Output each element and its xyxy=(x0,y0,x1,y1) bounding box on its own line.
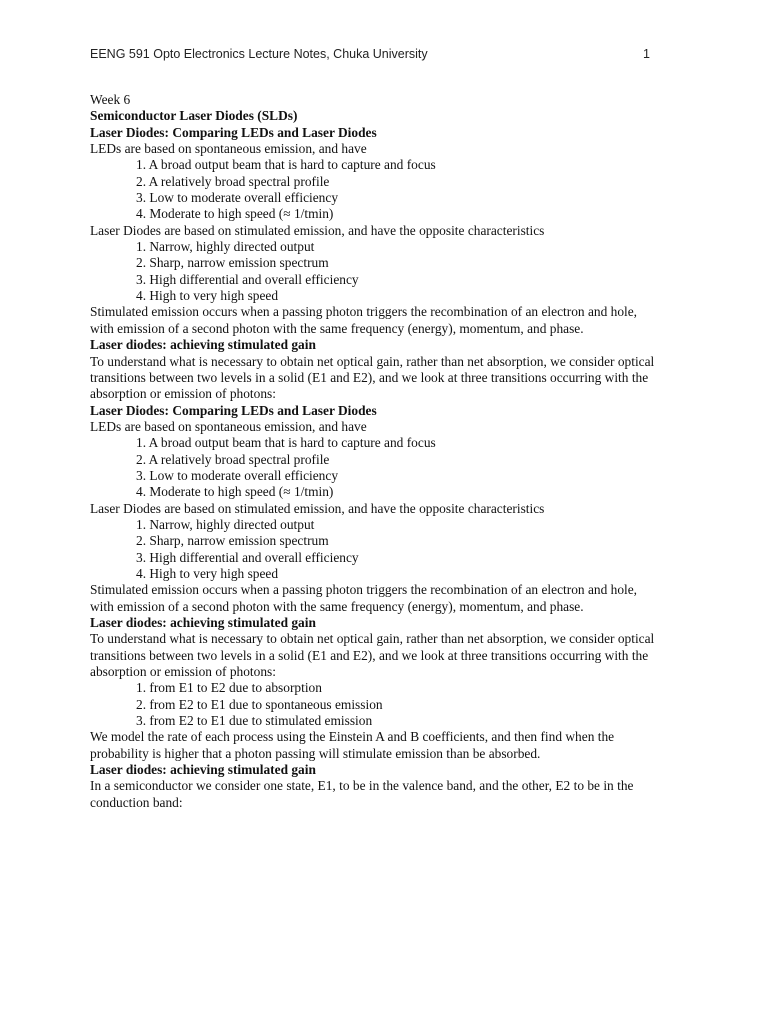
document-body xyxy=(90,92,690,811)
list-item: 3. Low to moderate overall efficiency xyxy=(136,467,339,483)
week-label: Week 6 xyxy=(90,92,131,107)
list-item: 1. Narrow, highly directed output xyxy=(136,516,315,532)
document-title: Semiconductor Laser Diodes (SLDs) xyxy=(90,108,298,124)
list-item: 2. A relatively broad spectral profile xyxy=(136,451,330,467)
header-title: EENG 591 Opto Electronics Lecture Notes, Chuka University xyxy=(90,47,428,61)
list-item: 1. Narrow, highly directed output xyxy=(136,239,315,255)
list-item: 4. Moderate to high speed (≈ 1/tmin) xyxy=(136,484,334,500)
section-heading: Laser Diodes: Comparing LEDs and Laser Diodes xyxy=(90,402,377,418)
paragraph-line: transitions between two levels in a solid (E1 and E2), and we look at three transitions occurring with the xyxy=(90,647,649,663)
paragraph-line: We model the rate of each process using the Einstein A and B coefficients, and then find when the xyxy=(90,729,615,745)
paragraph-line: Laser Diodes are based on stimulated emission, and have the opposite characteristics xyxy=(90,500,545,516)
paragraph-line: To understand what is necessary to obtain net optical gain, rather than net absorption, we consider optical xyxy=(90,631,655,647)
paragraph-line: LEDs are based on spontaneous emission, and have xyxy=(90,141,367,157)
list-item: 4. Moderate to high speed (≈ 1/tmin) xyxy=(136,206,334,222)
paragraph-line: with emission of a second photon with the same frequency (energy), momentum, and phase. xyxy=(90,320,584,336)
paragraph-line: Laser Diodes are based on stimulated emission, and have the opposite characteristics xyxy=(90,222,545,238)
list-item: 2. Sharp, narrow emission spectrum xyxy=(136,533,329,549)
paragraph-line: Stimulated emission occurs when a passing photon triggers the recombination of an electron and hole, xyxy=(90,304,638,320)
list-item: 1. from E1 to E2 due to absorption xyxy=(136,680,322,696)
section-heading: Laser diodes: achieving stimulated gain xyxy=(90,615,316,630)
paragraph-line: conduction band: xyxy=(90,794,183,810)
paragraph-line: absorption or emission of photons: xyxy=(90,386,276,402)
paragraph-line: transitions between two levels in a solid (E1 and E2), and we look at three transitions occurring with the xyxy=(90,369,649,385)
section-heading: Laser Diodes: Comparing LEDs and Laser Diodes xyxy=(90,124,377,140)
list-item: 1. A broad output beam that is hard to capture and focus xyxy=(136,157,436,173)
section-heading: Laser diodes: achieving stimulated gain xyxy=(90,762,316,778)
paragraph-line: Stimulated emission occurs when a passing photon triggers the recombination of an electron and hole, xyxy=(90,582,638,598)
list-item: 4. High to very high speed xyxy=(136,565,279,581)
list-item: 2. A relatively broad spectral profile xyxy=(136,173,330,189)
list-item: 2. from E2 to E1 due to spontaneous emission xyxy=(136,696,383,712)
list-item: 1. A broad output beam that is hard to capture and focus xyxy=(136,435,436,451)
section-heading: Laser diodes: achieving stimulated gain xyxy=(90,337,316,353)
paragraph-line: LEDs are based on spontaneous emission, and have xyxy=(90,418,367,434)
page-number: 1 xyxy=(643,47,650,61)
list-item: 3. Low to moderate overall efficiency xyxy=(136,190,339,206)
list-item: 2. Sharp, narrow emission spectrum xyxy=(136,255,329,271)
paragraph-line: In a semiconductor we consider one state, E1, to be in the valence band, and the other, E2 to be in the xyxy=(90,778,634,794)
list-item: 4. High to very high speed xyxy=(136,288,279,304)
paragraph-line: absorption or emission of photons: xyxy=(90,664,276,680)
list-item: 3. High differential and overall efficiency xyxy=(136,549,359,565)
paragraph-line: with emission of a second photon with the same frequency (energy), momentum, and phase. xyxy=(90,598,584,614)
list-item: 3. High differential and overall efficiency xyxy=(136,271,359,287)
list-item: 3. from E2 to E1 due to stimulated emission xyxy=(136,713,373,729)
paragraph-line: To understand what is necessary to obtain net optical gain, rather than net absorption, we consider optical xyxy=(90,353,655,369)
paragraph-line: probability is higher that a photon passing will stimulate emission than be absorbed. xyxy=(90,745,541,761)
